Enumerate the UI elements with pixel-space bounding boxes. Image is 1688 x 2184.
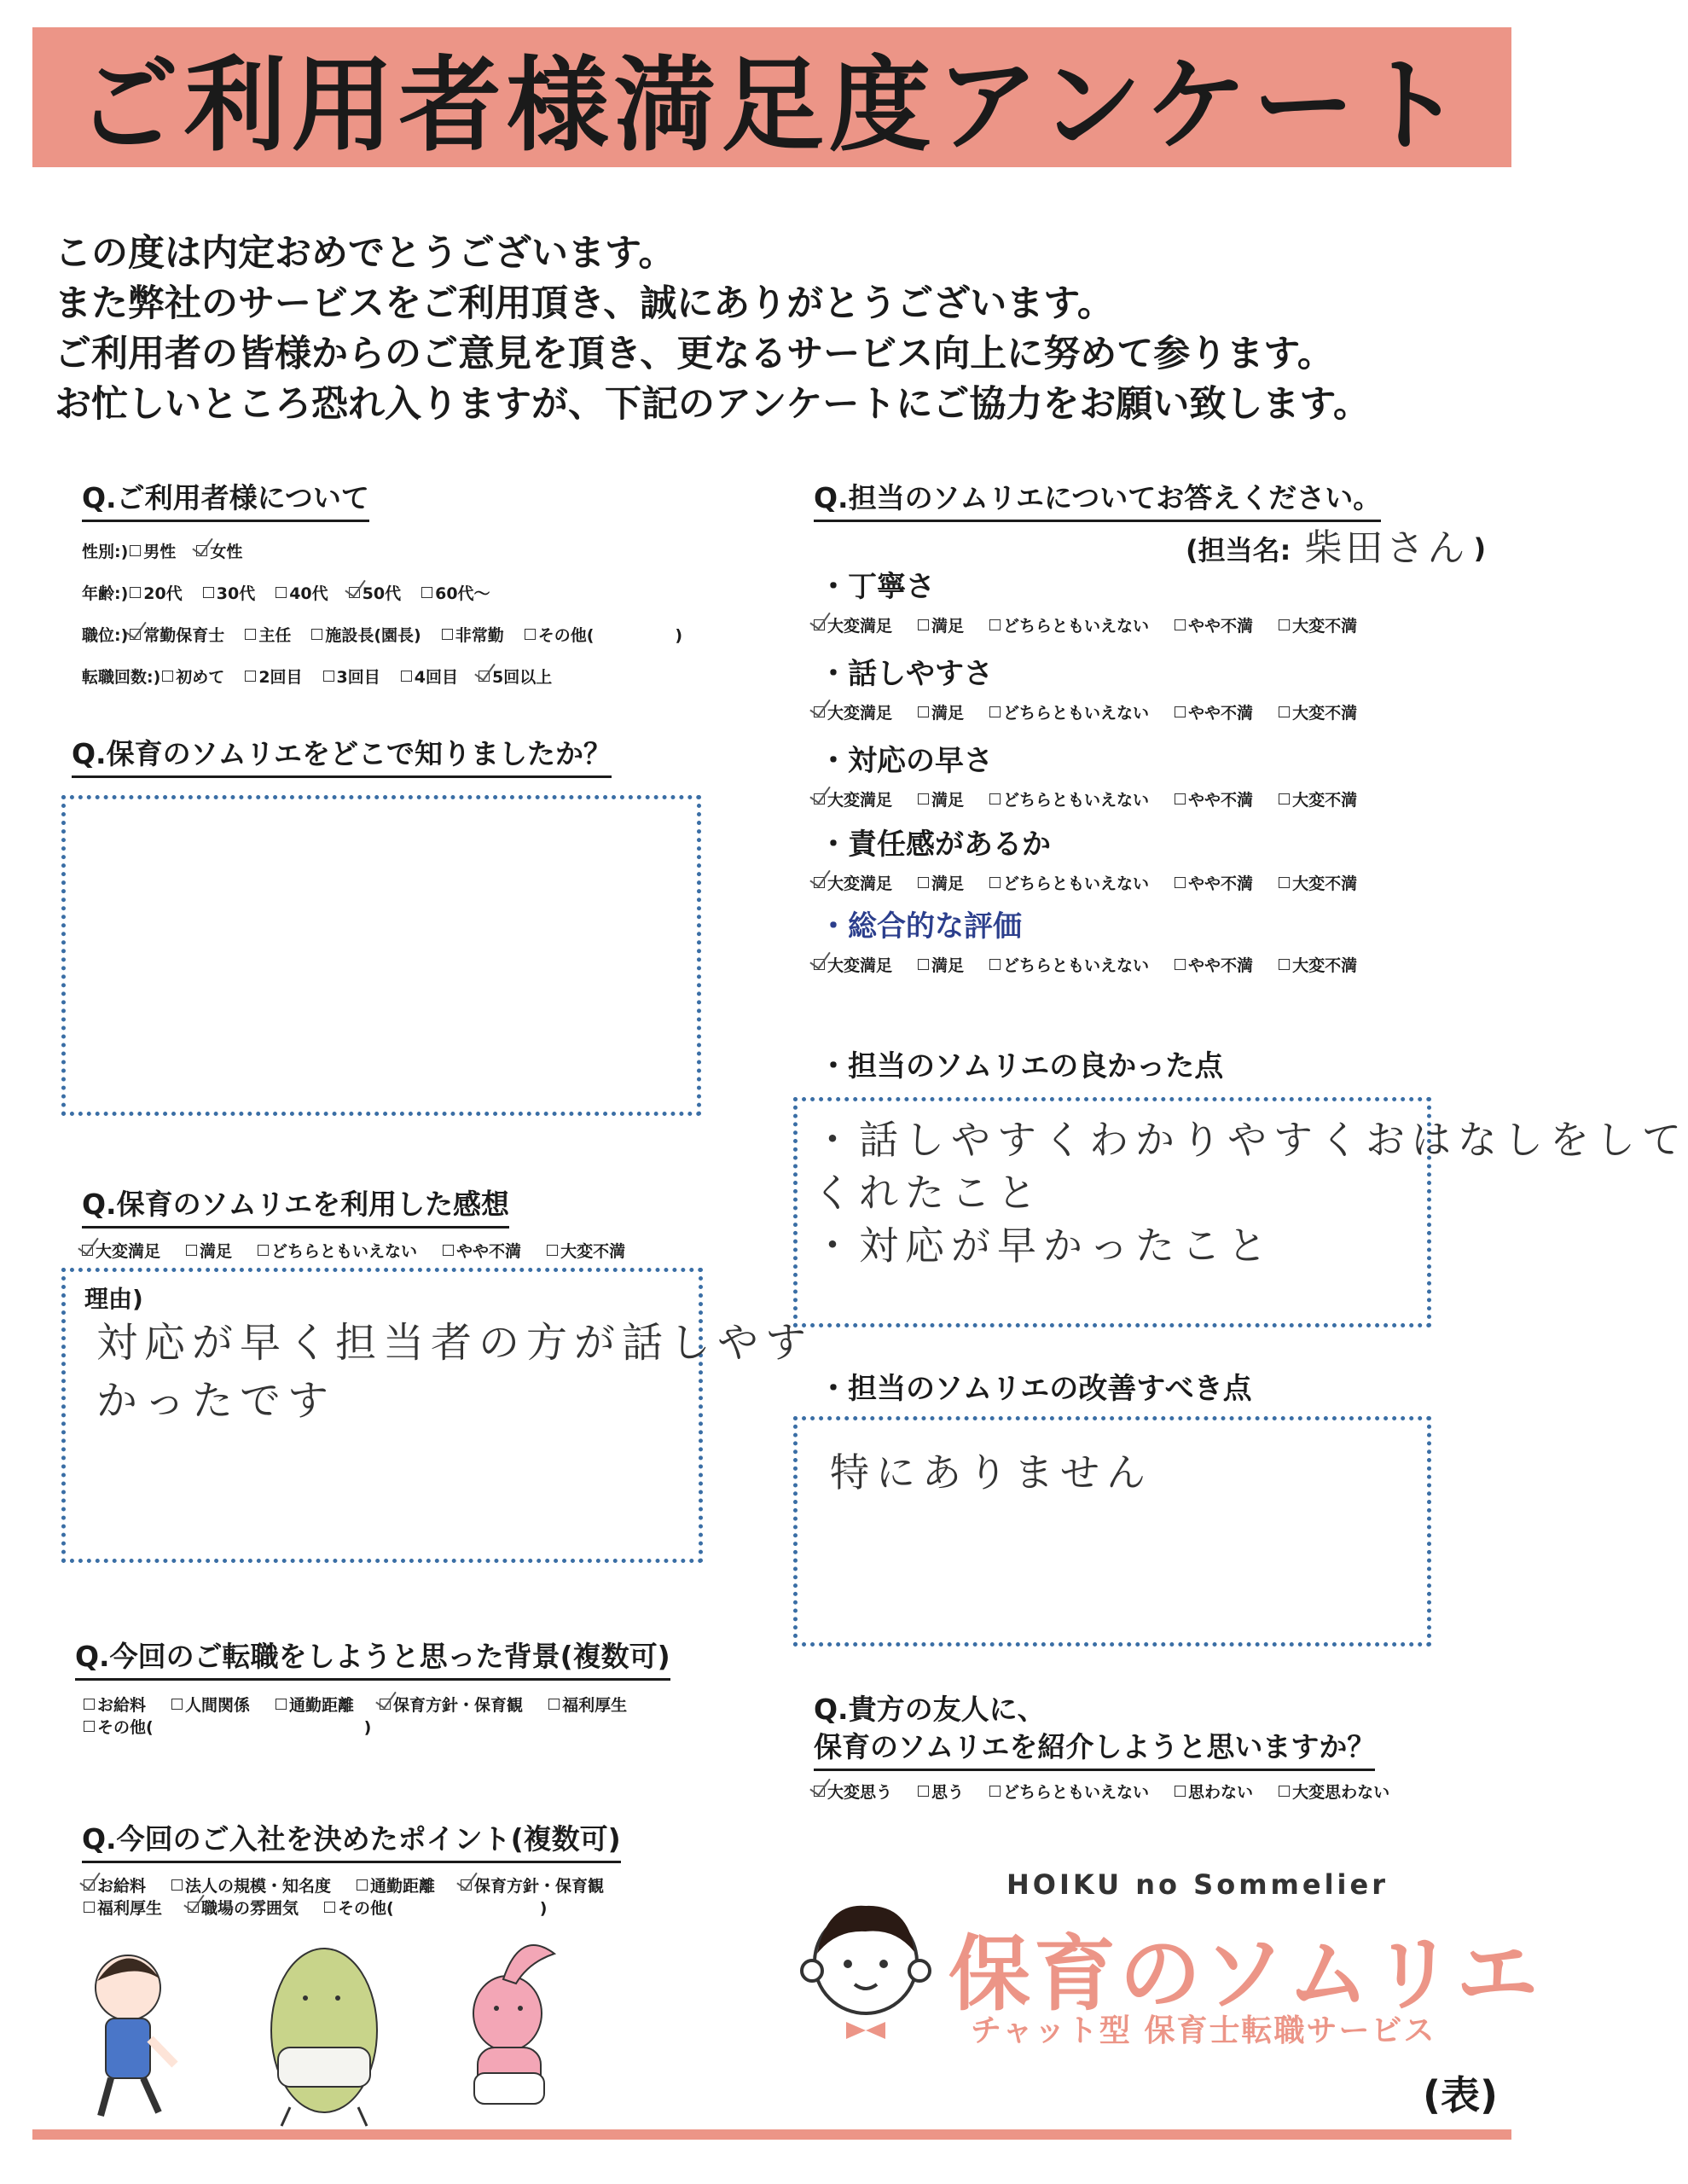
recommend-heading-line1: Q.貴方の友人に、 xyxy=(814,1693,1046,1726)
checkbox-icon[interactable] xyxy=(918,706,929,717)
intro-line: また弊社のサービスをご利用頂き、誠にありがとうございます。 xyxy=(55,282,1114,325)
checkbox-label: その他( ) xyxy=(338,1899,548,1918)
checkbox-icon[interactable] xyxy=(918,877,929,888)
rating-block xyxy=(814,903,1513,990)
checkbox-option[interactable] xyxy=(323,665,380,688)
character-illustrations xyxy=(77,1937,606,2133)
checkbox-icon[interactable] xyxy=(84,1902,95,1913)
checkbox-icon[interactable] xyxy=(1175,959,1186,970)
checkbox-label: 大変不満 xyxy=(1292,791,1358,810)
checkbox-label: 4回目 xyxy=(414,668,459,687)
checkbox-option[interactable] xyxy=(918,613,964,636)
checkbox-checked-icon[interactable] xyxy=(84,1879,95,1891)
checkbox-label: どちらともいえない xyxy=(1003,956,1150,975)
checkbox-icon[interactable] xyxy=(130,545,141,556)
checkbox-label: 大変不満 xyxy=(1292,956,1358,975)
rating-options xyxy=(814,787,1513,810)
rating-options xyxy=(814,871,1513,894)
checkbox-checked-icon[interactable] xyxy=(82,1245,93,1256)
user-info-row xyxy=(82,623,781,646)
recommend-heading-line2: 保育のソムリエを紹介しようと思いますか？ xyxy=(814,1725,1375,1771)
checkbox-label: 大変満足 xyxy=(827,956,893,975)
checkbox-option[interactable] xyxy=(84,1715,371,1738)
reason-label: 理由) xyxy=(84,1285,143,1313)
checkbox-label: やや不満 xyxy=(1188,956,1254,975)
checkbox-icon[interactable] xyxy=(918,959,929,970)
checkbox-option[interactable] xyxy=(84,1896,162,1919)
checkbox-icon[interactable] xyxy=(918,1786,929,1797)
checkbox-option[interactable] xyxy=(84,1693,146,1716)
background-heading: Q.今回のご転職をしようと思った背景(複数可) xyxy=(75,1635,670,1681)
checkbox-label: 通勤距離 xyxy=(289,1696,355,1715)
checkbox-label: 保育方針・保育観 xyxy=(474,1877,605,1896)
checkbox-icon[interactable] xyxy=(918,793,929,804)
checkbox-option[interactable] xyxy=(401,665,458,688)
checkbox-icon[interactable] xyxy=(1279,959,1290,970)
rating-block xyxy=(814,563,1513,650)
user-info-row xyxy=(82,539,781,562)
checkbox-icon[interactable] xyxy=(1175,1786,1186,1797)
checkbox-icon[interactable] xyxy=(171,1699,183,1710)
staff-ratings xyxy=(814,563,1513,990)
intro-line: お忙しいところ恐れ入りますが、下記のアンケートにご協力をお願い致します。 xyxy=(55,383,1370,426)
checkbox-icon[interactable] xyxy=(989,619,1001,630)
checkbox-option[interactable] xyxy=(171,1693,250,1716)
background-options-row2 xyxy=(84,1715,397,1738)
checkbox-label: 男性 xyxy=(143,543,177,561)
checkbox-label: 思う xyxy=(931,1783,965,1802)
checkbox-checked-icon[interactable] xyxy=(814,877,825,888)
checkbox-label: 満足 xyxy=(200,1242,233,1261)
checkbox-label: 大変不満 xyxy=(560,1242,626,1261)
checkbox-label: 人間関係 xyxy=(185,1696,251,1715)
checkbox-label: どちらともいえない xyxy=(1003,791,1150,810)
checkbox-option[interactable] xyxy=(276,581,328,604)
checkbox-label: その他( ) xyxy=(537,626,683,645)
checkbox-label: 50代 xyxy=(362,584,402,603)
checkbox-option[interactable] xyxy=(989,787,1149,810)
checkbox-label: やや不満 xyxy=(1188,617,1254,636)
checkbox-option[interactable] xyxy=(349,581,401,604)
page-side-mark: (表) xyxy=(1423,2072,1499,2118)
checkbox-label: 通勤距離 xyxy=(370,1877,436,1896)
checkbox-checked-icon[interactable] xyxy=(479,671,490,682)
checkbox-label: 女性 xyxy=(210,543,243,561)
title-banner xyxy=(32,27,1511,167)
checkbox-label: 20代 xyxy=(143,584,183,603)
checkbox-option[interactable] xyxy=(547,1239,625,1262)
checkbox-label: 大変思わない xyxy=(1292,1783,1390,1802)
improve-points-heading: ・担当のソムリエの改善すべき点 xyxy=(819,1372,1252,1406)
rating-options xyxy=(814,613,1513,636)
checkbox-option[interactable] xyxy=(989,871,1149,894)
checkbox-option[interactable] xyxy=(245,665,302,688)
checkbox-icon[interactable] xyxy=(989,793,1001,804)
checkbox-option[interactable] xyxy=(814,787,892,810)
checkbox-icon[interactable] xyxy=(421,587,432,598)
good-points-box[interactable] xyxy=(793,1097,1688,1327)
checkbox-icon[interactable] xyxy=(989,959,1001,970)
user-section-heading: Q.ご利用者様について xyxy=(82,476,369,522)
rating-item-label: ・話しやすさ xyxy=(819,657,993,691)
checkbox-icon[interactable] xyxy=(1279,1786,1290,1797)
checkbox-label: お給料 xyxy=(97,1877,147,1896)
checkbox-option[interactable] xyxy=(258,1239,417,1262)
checkbox-label: 大変思う xyxy=(827,1783,893,1802)
impression-heading: Q.保育のソムリエを利用した感想 xyxy=(82,1182,509,1228)
checkbox-option[interactable] xyxy=(479,665,552,688)
checkbox-option[interactable] xyxy=(188,1896,299,1919)
checkbox-label: どちらともいえない xyxy=(1003,1783,1150,1802)
checkbox-label: やや不満 xyxy=(1188,874,1254,893)
checkbox-label: 初めて xyxy=(176,668,225,687)
checkbox-label: どちらともいえない xyxy=(271,1242,418,1261)
checkbox-icon[interactable] xyxy=(1279,877,1290,888)
checkbox-option[interactable] xyxy=(130,581,182,604)
user-info-label: 年齢:) xyxy=(82,584,129,603)
good-points-heading: ・担当のソムリエの良かった点 xyxy=(819,1049,1224,1083)
checkbox-icon[interactable] xyxy=(1279,793,1290,804)
checkbox-icon[interactable] xyxy=(311,629,322,640)
staff-name-close: ) xyxy=(1473,532,1487,565)
checkbox-option[interactable] xyxy=(130,623,224,646)
checkbox-option[interactable] xyxy=(442,623,504,646)
checkbox-checked-icon[interactable] xyxy=(188,1902,199,1913)
checkbox-option[interactable] xyxy=(918,1780,964,1803)
checkbox-option[interactable] xyxy=(186,1239,232,1262)
rating-options xyxy=(814,700,1513,723)
recommend-options xyxy=(814,1780,1415,1803)
user-info-label: 職位:) xyxy=(82,626,129,645)
checkbox-option[interactable] xyxy=(1175,871,1253,894)
decision-heading: Q.今回のご入社を決めたポイント(複数可) xyxy=(82,1817,621,1863)
checkbox-option[interactable] xyxy=(1279,787,1357,810)
rating-block xyxy=(814,821,1513,903)
checkbox-label: その他( ) xyxy=(97,1718,372,1737)
checkbox-option[interactable] xyxy=(1279,953,1357,976)
checkbox-option[interactable] xyxy=(1175,700,1253,723)
rating-item-label: ・責任感があるか xyxy=(819,828,1051,862)
checkbox-icon[interactable] xyxy=(245,629,256,640)
user-info-label: 性別:) xyxy=(82,543,129,561)
checkbox-option[interactable] xyxy=(814,871,892,894)
checkbox-option[interactable] xyxy=(311,623,421,646)
user-info-row xyxy=(82,665,781,688)
impression-reason-box[interactable] xyxy=(61,1268,814,1563)
checkbox-label: 2回目 xyxy=(258,668,303,687)
good-points-line: ・話しやすくわかりやすくおはなしをして xyxy=(813,1117,1688,1163)
checkbox-icon[interactable] xyxy=(245,671,256,682)
checkbox-icon[interactable] xyxy=(547,1245,558,1256)
checkbox-label: 満足 xyxy=(931,956,965,975)
background-options-row1 xyxy=(84,1693,653,1716)
checkbox-option[interactable] xyxy=(989,700,1149,723)
checkbox-label: 福利厚生 xyxy=(562,1696,628,1715)
checkbox-option[interactable] xyxy=(196,539,242,562)
checkbox-checked-icon[interactable] xyxy=(380,1699,391,1710)
checkbox-label: お給料 xyxy=(97,1696,147,1715)
rating-item-label: ・総合的な評価 xyxy=(819,909,1022,944)
checkbox-option[interactable] xyxy=(84,1873,146,1896)
checkbox-label: 5回以上 xyxy=(492,668,553,687)
checkbox-option[interactable] xyxy=(918,787,964,810)
checkbox-option[interactable] xyxy=(814,1780,892,1803)
checkbox-checked-icon[interactable] xyxy=(814,619,825,630)
checkbox-option[interactable] xyxy=(461,1873,604,1896)
checkbox-icon[interactable] xyxy=(186,1245,197,1256)
checkbox-checked-icon[interactable] xyxy=(349,587,360,598)
rating-item-label: ・対応の早さ xyxy=(819,744,993,778)
checkbox-icon[interactable] xyxy=(401,671,412,682)
checkbox-option[interactable] xyxy=(82,1239,160,1262)
rating-options xyxy=(814,953,1513,976)
checkbox-label: やや不満 xyxy=(456,1242,522,1261)
checkbox-label: 満足 xyxy=(931,791,965,810)
decision-options-row1 xyxy=(84,1873,629,1896)
checkbox-option[interactable] xyxy=(203,581,255,604)
impression-options xyxy=(82,1239,651,1262)
improve-points-line: 特にありません xyxy=(830,1449,1152,1496)
intro-line: この度は内定おめでとうございます。 xyxy=(55,232,676,275)
checkbox-option[interactable] xyxy=(276,1693,354,1716)
checkbox-checked-icon[interactable] xyxy=(814,959,825,970)
logo-sub-text: チャット型 保育士転職サービス xyxy=(971,2013,1436,2048)
checkbox-label: 主任 xyxy=(258,626,292,645)
checkbox-icon[interactable] xyxy=(276,587,287,598)
where-known-heading: Q.保育のソムリエをどこで知りましたか？ xyxy=(72,732,612,778)
checkbox-icon[interactable] xyxy=(276,1699,287,1710)
checkbox-option[interactable] xyxy=(443,1239,521,1262)
checkbox-label: 法人の規模・知名度 xyxy=(185,1877,332,1896)
checkbox-option[interactable] xyxy=(1279,1780,1389,1803)
reason-line: かったです xyxy=(96,1377,336,1425)
checkbox-option[interactable] xyxy=(357,1873,435,1896)
checkbox-label: 常勤保育士 xyxy=(143,626,225,645)
checkbox-icon[interactable] xyxy=(203,587,214,598)
checkbox-option[interactable] xyxy=(1175,787,1253,810)
user-section-rows xyxy=(82,539,781,706)
checkbox-label: 40代 xyxy=(289,584,328,603)
checkbox-icon[interactable] xyxy=(84,1721,95,1732)
bean-character-icon xyxy=(271,1949,377,2126)
checkbox-option[interactable] xyxy=(1175,953,1253,976)
checkbox-label: 30代 xyxy=(216,584,256,603)
staff-name-label: (担当名: xyxy=(1186,534,1291,566)
checkbox-label: 大変満足 xyxy=(827,874,893,893)
improve-points-box[interactable] xyxy=(793,1416,1431,1647)
checkbox-option[interactable] xyxy=(918,871,964,894)
checkbox-label: 満足 xyxy=(931,617,965,636)
checkbox-label: 施設長(園長) xyxy=(325,626,421,645)
good-points-line: ・対応が早かったこと xyxy=(813,1223,1273,1269)
checkbox-label: どちらともいえない xyxy=(1003,617,1150,636)
checkbox-option[interactable] xyxy=(989,613,1149,636)
checkbox-icon[interactable] xyxy=(1279,619,1290,630)
checkbox-label: 大変不満 xyxy=(1292,874,1358,893)
checkbox-option[interactable] xyxy=(1175,1780,1253,1803)
checkbox-option[interactable] xyxy=(130,539,176,562)
checkbox-label: 大変満足 xyxy=(827,617,893,636)
checkbox-label: 職場の雰囲気 xyxy=(201,1899,299,1918)
checkbox-label: どちらともいえない xyxy=(1003,874,1150,893)
boy-character-icon xyxy=(96,1955,175,2116)
checkbox-option[interactable] xyxy=(324,1896,547,1919)
checkbox-checked-icon[interactable] xyxy=(814,793,825,804)
checkbox-label: 大変満足 xyxy=(96,1242,161,1261)
footer-bar xyxy=(32,2129,1511,2140)
intro-line: ご利用者の皆様からのご意見を頂き、更なるサービス向上に努めて参ります。 xyxy=(55,333,1334,375)
checkbox-option[interactable] xyxy=(918,953,964,976)
checkbox-icon[interactable] xyxy=(171,1879,183,1891)
where-known-answer xyxy=(66,799,697,834)
checkbox-icon[interactable] xyxy=(324,1902,335,1913)
staff-name-value: 柴田さん xyxy=(1304,526,1469,570)
checkbox-label: 非常勤 xyxy=(455,626,504,645)
checkbox-icon[interactable] xyxy=(989,877,1001,888)
checkbox-label: 3回目 xyxy=(336,668,380,687)
checkbox-option[interactable] xyxy=(1279,700,1357,723)
logo-face-icon xyxy=(793,1894,938,2039)
rabbit-character-icon xyxy=(473,1945,554,2104)
checkbox-label: 大変満足 xyxy=(827,704,893,723)
checkbox-label: 満足 xyxy=(931,704,965,723)
checkbox-icon[interactable] xyxy=(525,629,536,640)
checkbox-icon[interactable] xyxy=(357,1879,368,1891)
checkbox-icon[interactable] xyxy=(84,1699,95,1710)
checkbox-option[interactable] xyxy=(1279,613,1357,636)
user-info-label: 転職回数:) xyxy=(82,668,161,687)
checkbox-label: 大変不満 xyxy=(1292,617,1358,636)
checkbox-label: 福利厚生 xyxy=(97,1899,163,1918)
checkbox-option[interactable] xyxy=(421,581,490,604)
checkbox-icon[interactable] xyxy=(548,1699,560,1710)
checkbox-label: 60代～ xyxy=(435,584,490,603)
checkbox-option[interactable] xyxy=(1175,613,1253,636)
user-info-row xyxy=(82,581,781,604)
checkbox-label: 大変不満 xyxy=(1292,704,1358,723)
checkbox-option[interactable] xyxy=(918,700,964,723)
checkbox-label: やや不満 xyxy=(1188,791,1254,810)
intro-text xyxy=(55,229,1505,430)
good-points-line: くれたこと xyxy=(813,1170,1043,1216)
checkbox-label: 保育方針・保育観 xyxy=(393,1696,524,1715)
checkbox-label: やや不満 xyxy=(1188,704,1254,723)
reason-line: 対応が早く担当者の方が話しやす xyxy=(96,1319,814,1367)
checkbox-option[interactable] xyxy=(814,613,892,636)
rating-item-label: ・丁寧さ xyxy=(819,570,935,604)
logo-main-text: 保育のソムリエ xyxy=(948,1926,1542,2022)
checkbox-icon[interactable] xyxy=(258,1245,269,1256)
checkbox-checked-icon[interactable] xyxy=(461,1879,472,1891)
rating-block xyxy=(814,737,1513,821)
checkbox-icon[interactable] xyxy=(1175,877,1186,888)
page-title: ご利用者様満足度アンケート xyxy=(76,47,1468,166)
checkbox-icon[interactable] xyxy=(1175,793,1186,804)
checkbox-icon[interactable] xyxy=(162,671,173,682)
checkbox-option[interactable] xyxy=(525,623,682,646)
checkbox-icon[interactable] xyxy=(130,587,141,598)
checkbox-label: 満足 xyxy=(931,874,965,893)
checkbox-option[interactable] xyxy=(548,1693,627,1716)
checkbox-icon[interactable] xyxy=(1175,619,1186,630)
checkbox-icon[interactable] xyxy=(323,671,334,682)
checkbox-icon[interactable] xyxy=(1175,706,1186,717)
checkbox-checked-icon[interactable] xyxy=(196,545,207,556)
checkbox-label: 大変満足 xyxy=(827,791,893,810)
logo-top-text: HOIKU no Sommelier xyxy=(1006,1868,1389,1901)
checkbox-option[interactable] xyxy=(1279,871,1357,894)
checkbox-option[interactable] xyxy=(245,623,291,646)
checkbox-option[interactable] xyxy=(380,1693,523,1716)
checkbox-checked-icon[interactable] xyxy=(130,629,141,640)
rating-block xyxy=(814,650,1513,737)
checkbox-checked-icon[interactable] xyxy=(814,1786,825,1797)
checkbox-checked-icon[interactable] xyxy=(814,706,825,717)
where-known-answer-box[interactable] xyxy=(61,795,701,1116)
checkbox-icon[interactable] xyxy=(442,629,453,640)
checkbox-option[interactable] xyxy=(989,1780,1149,1803)
checkbox-option[interactable] xyxy=(814,953,892,976)
checkbox-label: どちらともいえない xyxy=(1003,704,1150,723)
checkbox-icon[interactable] xyxy=(918,619,929,630)
checkbox-icon[interactable] xyxy=(989,1786,1001,1797)
checkbox-icon[interactable] xyxy=(989,706,1001,717)
checkbox-label: 思わない xyxy=(1188,1783,1254,1802)
checkbox-option[interactable] xyxy=(814,700,892,723)
checkbox-icon[interactable] xyxy=(1279,706,1290,717)
checkbox-option[interactable] xyxy=(989,953,1149,976)
checkbox-option[interactable] xyxy=(162,665,224,688)
checkbox-icon[interactable] xyxy=(443,1245,454,1256)
staff-heading: Q.担当のソムリエについてお答えください。 xyxy=(814,476,1381,522)
decision-options-row2 xyxy=(84,1896,572,1919)
